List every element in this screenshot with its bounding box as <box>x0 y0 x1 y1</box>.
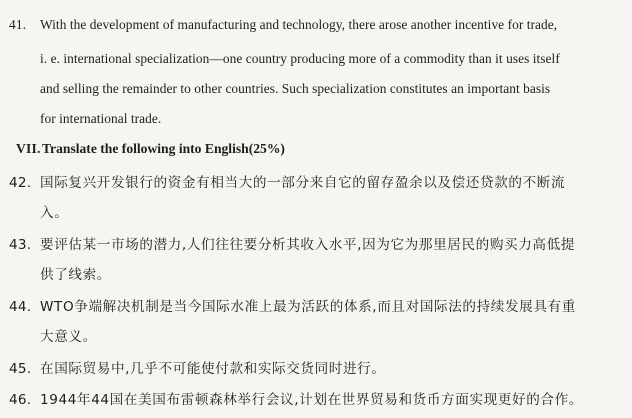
item-number: 41. <box>9 17 27 32</box>
section-title: Translate the following into English(25%) <box>42 141 285 156</box>
item-number: 46. <box>9 392 32 408</box>
item-text-line: 要评估某一市场的潜力,人们往往要分析其收入水平,因为它为那里居民的购买力高低提 <box>40 237 576 253</box>
item-text-line: and selling the remainder to other countries. Such specialization constitutes an important basis <box>40 81 551 96</box>
item-text-line: 国际复兴开发银行的资金有相当大的一部分来自它的留存盈余以及偿还贷款的不断流 <box>40 175 566 191</box>
item-text-line: 大意义。 <box>40 329 97 345</box>
item-number: 42. <box>9 175 32 191</box>
item-text-line: i. e. international specialization—one country producing more of a commodity than it uses itself <box>40 51 560 66</box>
item-text-line: 在国际贸易中,几乎不可能使付款和实际交货同时进行。 <box>40 361 386 377</box>
item-text-line: With the development of manufacturing and technology, there arose another incentive for trade, <box>40 17 558 32</box>
item-text-line: 入。 <box>40 205 69 221</box>
item-number: 45. <box>9 361 32 377</box>
item-text-line: for international trade. <box>40 111 162 126</box>
item-number: 44. <box>9 299 32 315</box>
item-number: 43. <box>9 237 32 253</box>
item-text-line: 1944年44国在美国布雷顿森林举行会议,计划在世界贸易和货币方面实现更好的合作。 <box>40 392 583 408</box>
item-text-line: WTO争端解决机制是当今国际水准上最为活跃的体系,而且对国际法的持续发展具有重 <box>40 299 576 315</box>
section-number: VII. <box>16 141 41 156</box>
item-text-line: 供了线索。 <box>40 267 111 283</box>
